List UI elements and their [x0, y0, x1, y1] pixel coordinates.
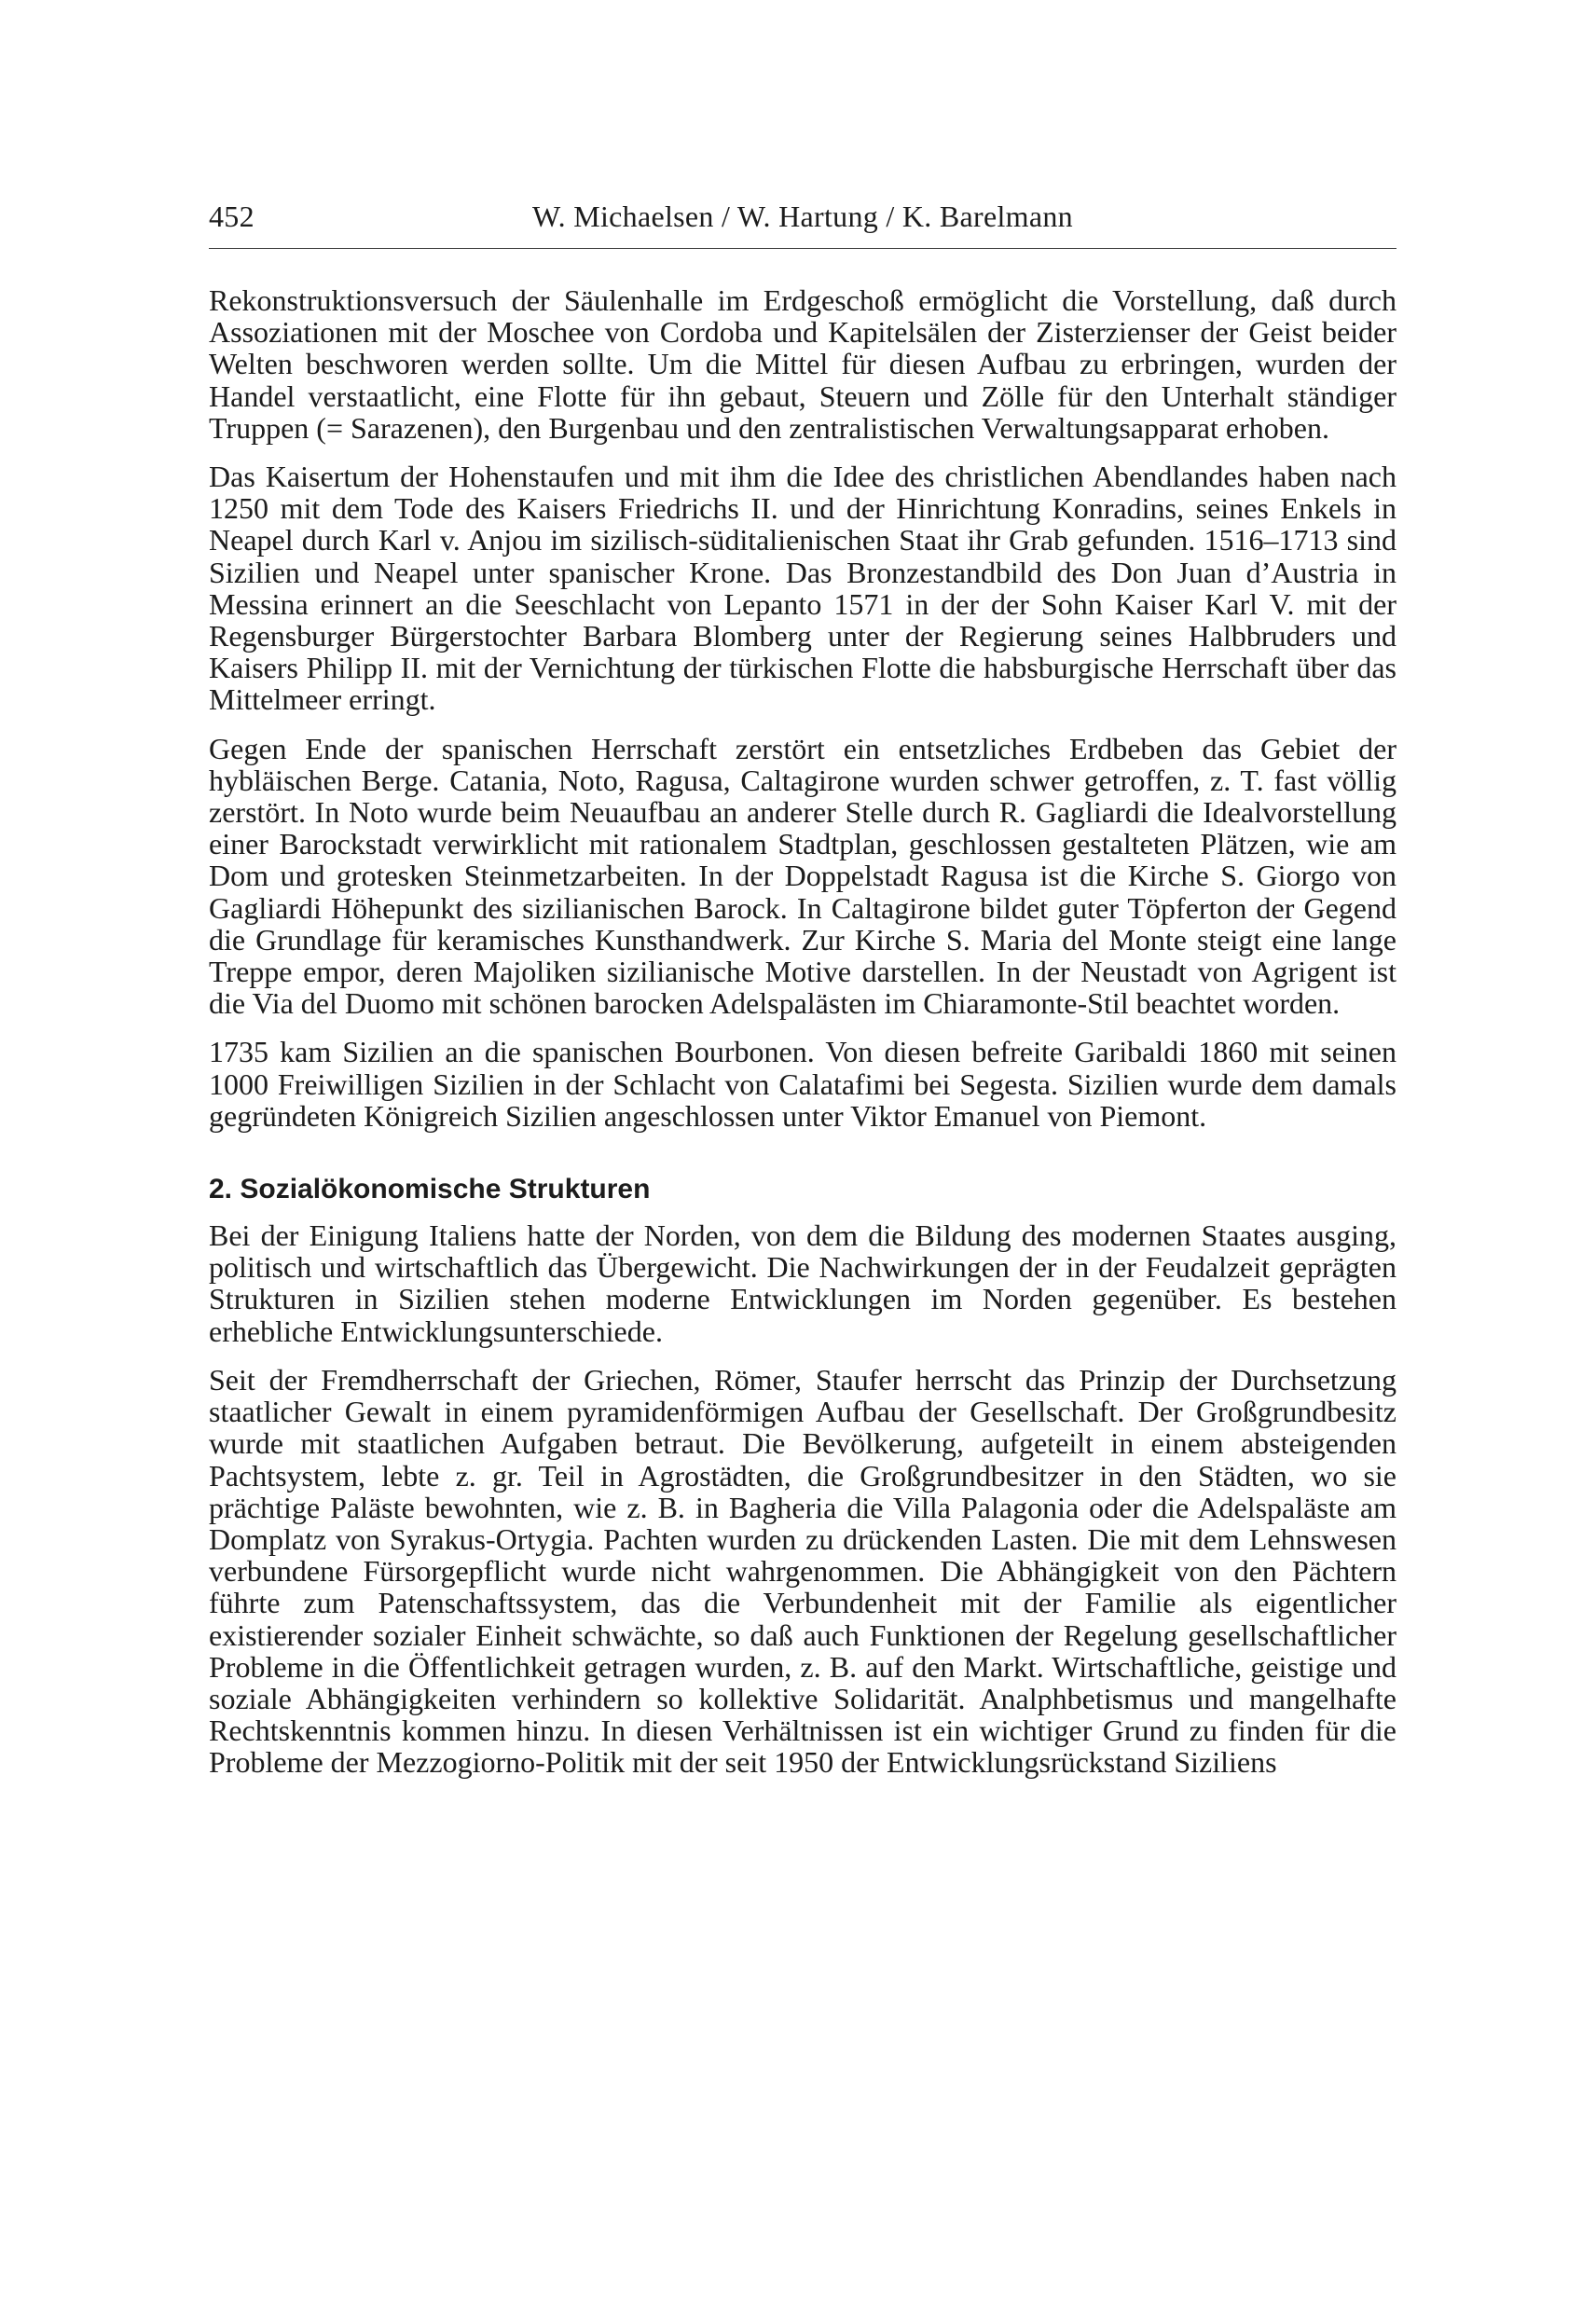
paragraph-bourbonen: 1735 kam Sizilien an die spanischen Bourbonen. Von diesen befreite Garibaldi 1860 mit seinen 1000 Freiwilligen Sizilien in der Schlacht von Calatafimi bei Segesta. Sizilien wurde dem damals gegründeten Königreich Sizilien angeschlossen unter Viktor Emanuel von Piemont. — [209, 1035, 1396, 1133]
running-header — [209, 196, 1396, 249]
book-page — [209, 196, 1396, 1796]
paragraph-saeulenhalle: Rekonstruktionsversuch der Säulenhalle im Erdgeschoß ermöglicht die Vorstellung, daß durch Assoziationen mit der Moschee von Cordoba und Kapitelsälen der Zisterzienser der Geist beider Welten beschworen werden sollte. Um die Mittel für diesen Aufbau zu erbringen, wurden der Handel verstaatlicht, eine Flotte für ihn gebaut, Steuern und Zölle für den Unterhalt ständiger Truppen (= Sarazenen), den Burgenbau und den zentralistischen Verwaltungsapparat erhoben. — [209, 283, 1396, 445]
running-header-authors: W. Michaelsen / W. Hartung / K. Barelmann — [532, 200, 1073, 233]
section-heading: 2. Sozialökonomische Strukturen — [209, 1174, 651, 1205]
paragraph-hohenstaufen: Das Kaisertum der Hohenstaufen und mit ihm die Idee des christlichen Abendlandes haben nach 1250 mit dem Tode des Kaisers Friedrichs II. und der Hinrichtung Konradins, seines Enkels in Neapel durch Karl v. Anjou im sizilisch-süditalienischen Staat ihr Grab gefunden. 1516–1713 sind Sizilien und Neapel unter spanischer Krone. Das Bronzestandbild des Don Juan d’Austria in Messina erinnert an die Seeschlacht von Lepanto 1571 in der der Sohn Kaiser Karl V. mit der Regensburger Bürgerstochter Barbara Blomberg unter der Regierung seines Halbbruders und Kaisers Philipp II. mit der Vernichtung der türkischen Flotte die habsburgische Herrschaft über das Mittelmeer erringt. — [209, 460, 1396, 717]
paragraph-fremdherrschaft: Seit der Fremdherrschaft der Griechen, Römer, Staufer herrscht das Prinzip der Durchsetzung staatlicher Gewalt in einem pyramidenförmigen Aufbau der Gesellschaft. Der Großgrundbesitz wurde mit staatlichen Aufgaben betraut. Die Bevölkerung, aufgeteilt in einem absteigenden Pachtsystem, lebte z. gr. Teil in Agrostädten, die Großgrundbesitzer in den Städten, wo sie prächtige Paläste bewohnten, wie z. B. in Bagheria die Villa Palagonia oder die Adelspaläste am Domplatz von Syrakus-Ortygia. Pachten wurden zu drückenden Lasten. Die mit dem Lehnswesen verbundene Fürsorgepflicht wurde nicht wahrgenommen. Die Abhängigkeit von den Pächtern führte zum Patenschaftssystem, das die Verbundenheit mit der Familie als eigentlicher existierender sozialer Einheit schwächte, so daß auch Funktionen der Regelung gesellschaftlicher Probleme in die Öffentlichkeit getragen wurden, z. B. auf den Markt. Wirtschaftliche, geistige und soziale Abhängigkeiten verhindern so kollektive Solidarität. Analphbetismus und mangelhafte Rechtskenntnis kommen hinzu. In diesen Verhältnissen ist ein wichtiger Grund zu finden für die Probleme der Mezzogiorno-Politik mit der seit 1950 der Entwicklungsrückstand Siziliens — [209, 1362, 1396, 1780]
paragraph-einigung: Bei der Einigung Italiens hatte der Norden, von dem die Bildung des modernen Staates ausging, politisch und wirtschaftlich das Übergewicht. Die Nachwirkungen der in der Feudalzeit geprägten Strukturen in Sizilien stehen moderne Entwicklungen im Norden gegenüber. Es bestehen erhebliche Entwicklungsunterschiede. — [209, 1218, 1396, 1348]
page-number: 452 — [209, 200, 255, 233]
paragraph-erdbeben: Gegen Ende der spanischen Herrschaft zerstört ein entsetzliches Erdbeben das Gebiet der hybläischen Berge. Catania, Noto, Ragusa, Caltagirone wurden schwer getroffen, z. T. fast völlig zerstört. In Noto wurde beim Neuaufbau an anderer Stelle durch R. Gagliardi die Idealvorstellung einer Barockstadt verwirklicht mit rationalem Stadtplan, geschlossen gestalteten Plätzen, wie am Dom und grotesken Steinmetzarbeiten. In der Doppelstadt Ragusa ist die Kirche S. Giorgo von Gagliardi Höhepunkt des sizilianischen Barock. In Caltagirone bildet guter Töpferton der Gegend die Grundlage für keramisches Kunsthandwerk. Zur Kirche S. Maria del Monte steigt eine lange Treppe empor, deren Majoliken sizilianische Motive darstellen. In der Neustadt von Agrigent ist die Via del Duomo mit schönen barocken Adelspalästen im Chiaramonte-Stil beachtet worden. — [209, 731, 1396, 1021]
